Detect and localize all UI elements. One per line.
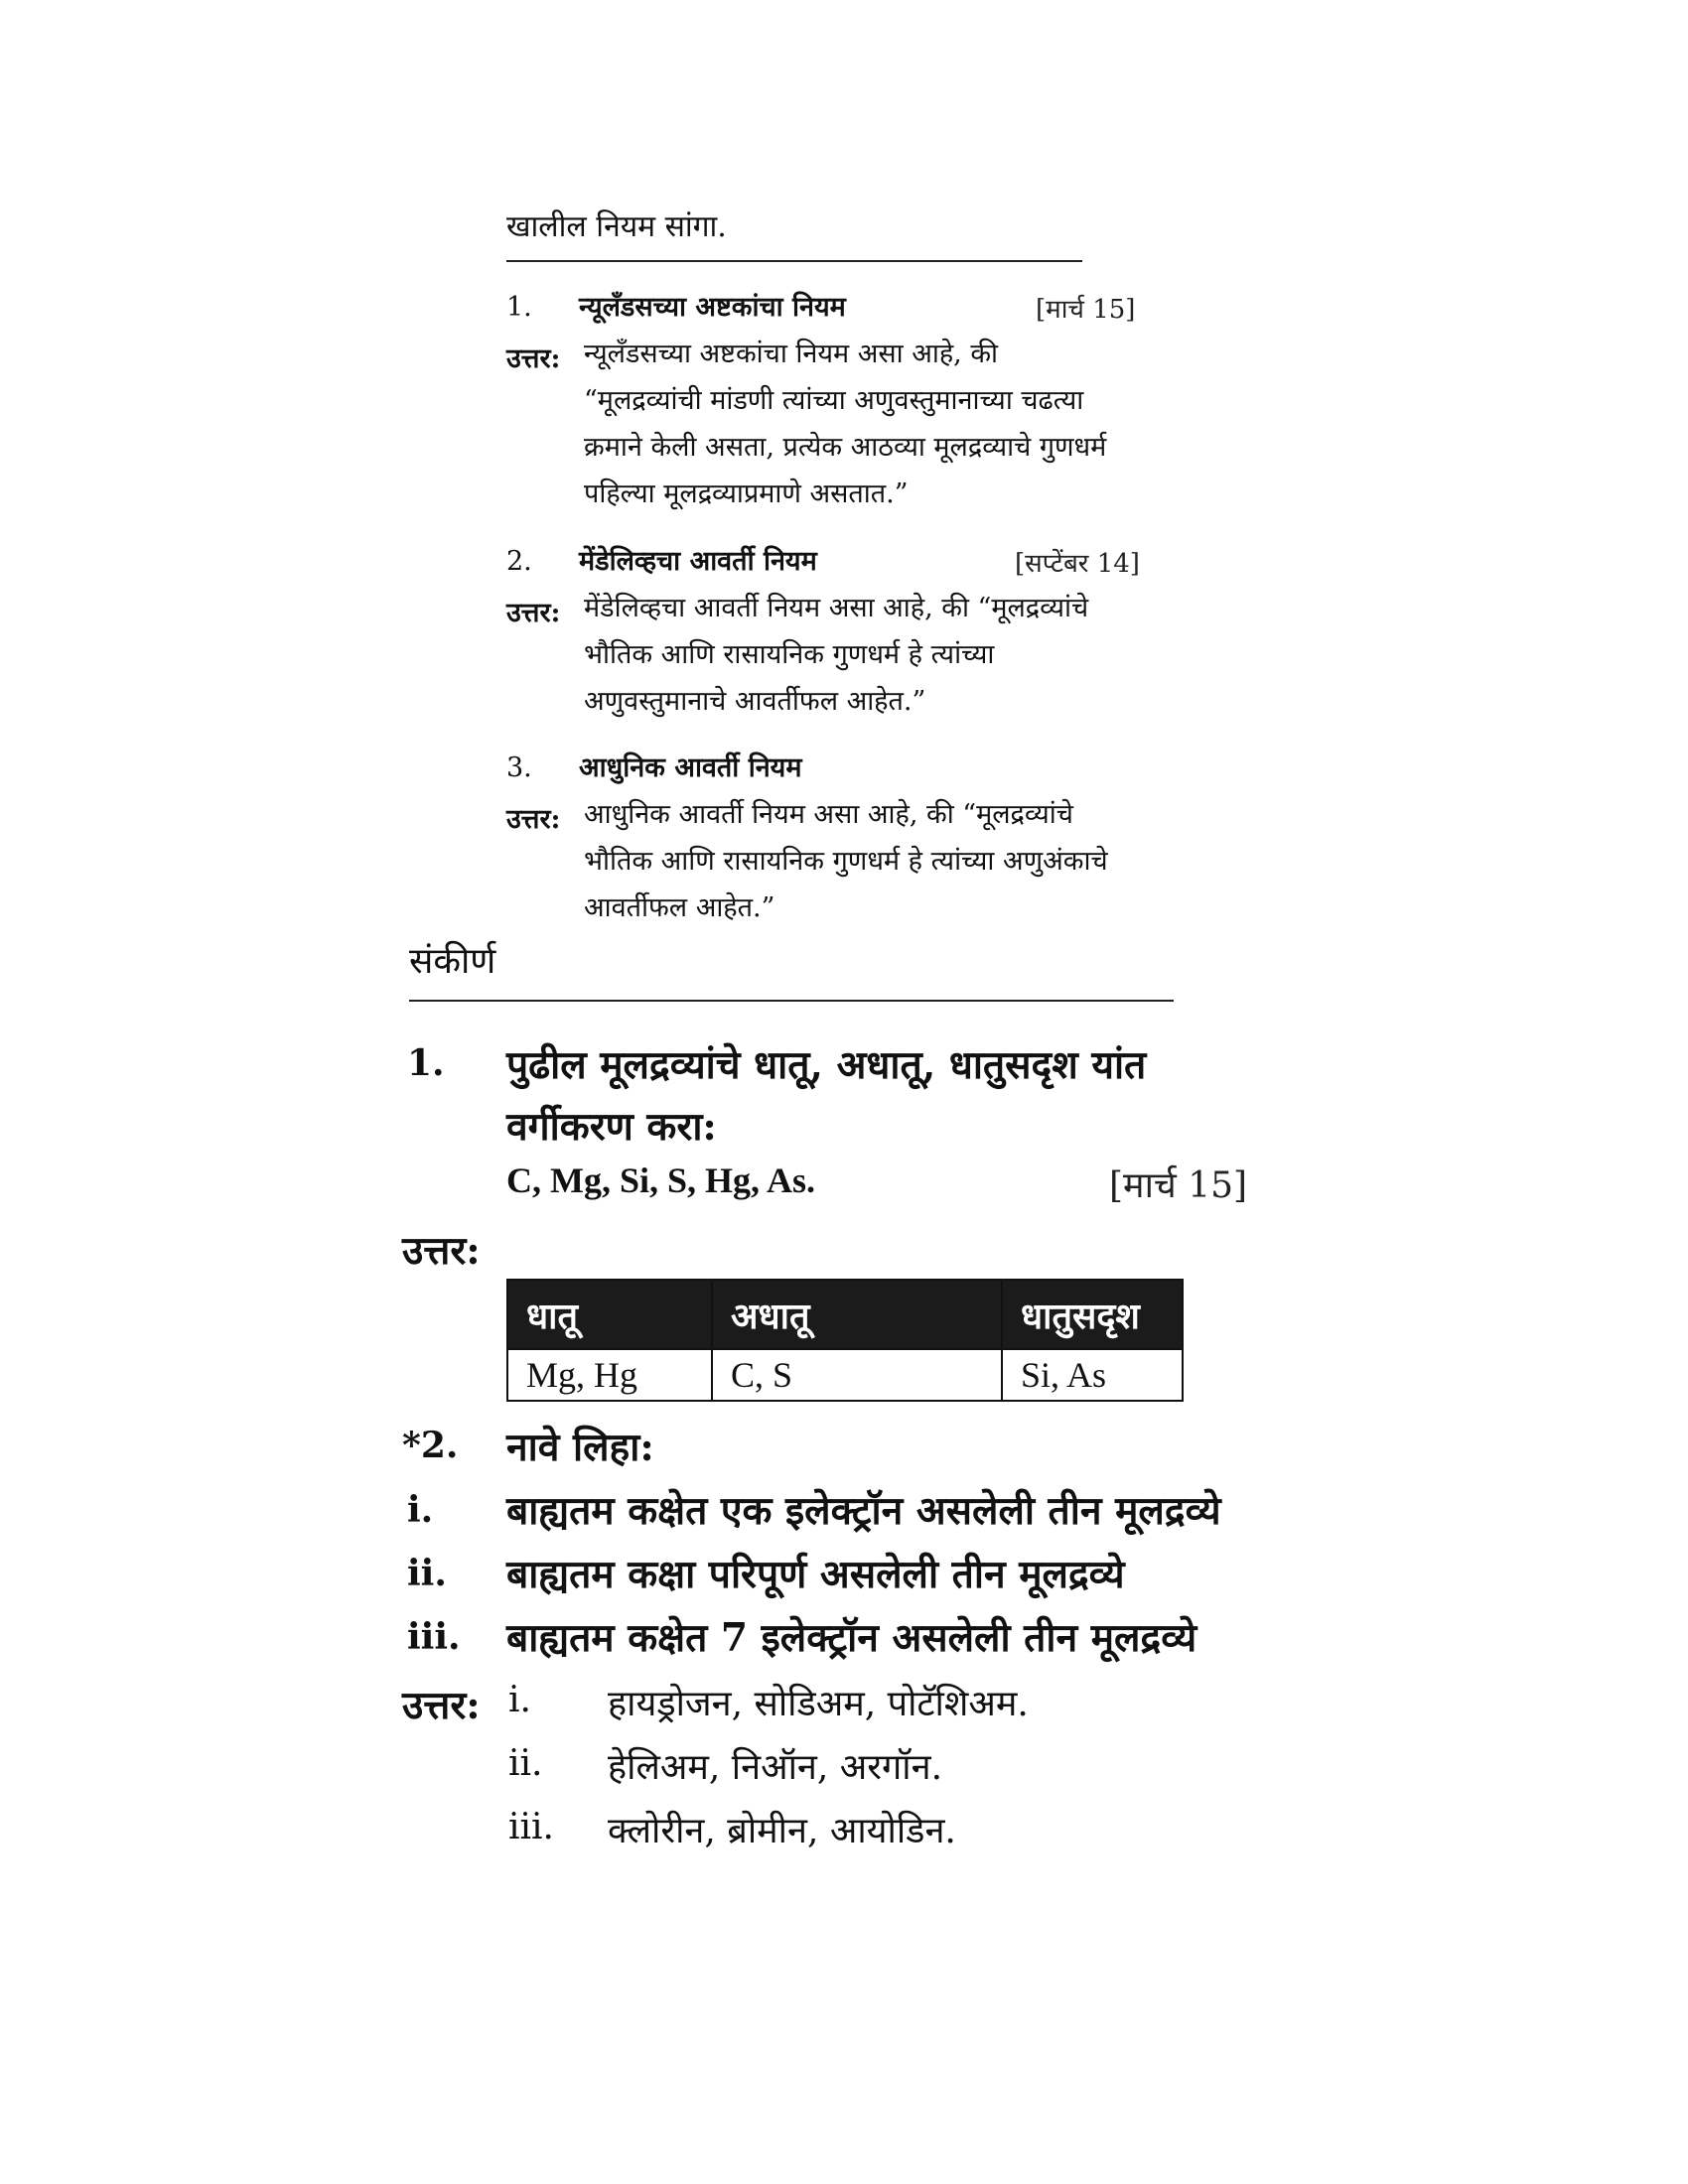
- answer-text: हायड्रोजन, सोडिअम, पोटॅशिअम.: [608, 1684, 1029, 1724]
- part-label: i.: [407, 1489, 434, 1531]
- answer-label: उत्तर:: [402, 1228, 481, 1274]
- part-text: बाह्यतम कक्षा परिपूर्ण असलेली तीन मूलद्रव्ये: [506, 1552, 1125, 1597]
- rule-number-1: 1.: [506, 292, 532, 323]
- answer-line: “मूलद्रव्यांची मांडणी त्यांच्या अणुवस्तुमानाच्या चढत्या: [584, 385, 1084, 416]
- answer-line: मेंडेलिव्हचा आवर्ती नियम असा आहे, की “मूलद्रव्यांचे: [584, 593, 1089, 623]
- section-divider: [506, 260, 1082, 262]
- answer-line: पहिल्या मूलद्रव्याप्रमाणे असतात.”: [584, 478, 909, 509]
- section-divider: [409, 1000, 1174, 1002]
- section-heading-rules: खालील नियम सांगा.: [506, 209, 727, 244]
- header-nonmetals: अधातू: [712, 1280, 1002, 1349]
- section-heading-misc: संकीर्ण: [409, 941, 496, 982]
- answer-text: [584, 331, 1150, 517]
- part-label: ii.: [407, 1553, 447, 1594]
- answer-text: [584, 791, 1150, 931]
- answer-label: उत्तर:: [402, 1683, 481, 1728]
- question-line: पुढील मूलद्रव्यांचे धातू, अधातू, धातुसदृश यांत: [506, 1042, 1147, 1088]
- element-list: C, Mg, Si, S, Hg, As.: [506, 1160, 816, 1200]
- answer-text: हेलिअम, निऑन, अरगॉन.: [608, 1747, 943, 1788]
- answer-line: भौतिक आणि रासायनिक गुणधर्म हे त्यांच्या: [584, 639, 995, 670]
- answer-text: क्लोरीन, ब्रोमीन, आयोडिन.: [608, 1811, 956, 1851]
- classification-table: [506, 1279, 1184, 1402]
- rule-title-newlands: न्यूलँडसच्या अष्टकांचा नियम: [579, 292, 846, 323]
- answer-part-label: i.: [508, 1680, 531, 1720]
- rule-title-mendeleev: मेंडेलिव्हचा आवर्ती नियम: [579, 546, 817, 577]
- rule-number-3: 3.: [506, 752, 532, 783]
- part-label: iii.: [407, 1616, 461, 1658]
- answer-part-label: iii.: [508, 1807, 554, 1847]
- header-metals: धातू: [507, 1280, 712, 1349]
- rule-number-2: 2.: [506, 546, 532, 577]
- answer-part-label: ii.: [508, 1743, 543, 1784]
- question-number-1: 1.: [407, 1042, 445, 1084]
- answer-line: क्रमाने केली असता, प्रत्येक आठव्या मूलद्रव्याचे गुणधर्म: [584, 432, 1107, 463]
- answer-label: उत्तर:: [506, 343, 561, 374]
- answer-line: आवर्तीफल आहेत.”: [584, 892, 775, 923]
- exam-date: [मार्च 15]: [1036, 295, 1136, 325]
- answer-label: उत्तर:: [506, 598, 561, 628]
- answer-line: आधुनिक आवर्ती नियम असा आहे, की “मूलद्रव्यांचे: [584, 799, 1073, 830]
- question-text: [506, 1034, 1251, 1158]
- question-title: नावे लिहा:: [506, 1425, 654, 1470]
- header-metalloids: धातुसदृश: [1002, 1280, 1183, 1349]
- question-number-2: *2.: [402, 1425, 459, 1466]
- answer-label: उत्तर:: [506, 804, 561, 835]
- part-text: बाह्यतम कक्षेत एक इलेक्ट्रॉन असलेली तीन मूलद्रव्ये: [506, 1488, 1221, 1534]
- table-header-row: [507, 1280, 1183, 1349]
- answer-line: न्यूलँडसच्या अष्टकांचा नियम असा आहे, की: [584, 339, 999, 369]
- question-line: वर्गीकरण करा:: [506, 1104, 717, 1150]
- answer-line: अणुवस्तुमानाचे आवर्तीफल आहेत.”: [584, 686, 926, 717]
- answer-line: भौतिक आणि रासायनिक गुणधर्म हे त्यांच्या अणुअंकाचे: [584, 846, 1108, 877]
- exam-date: [मार्च 15]: [1109, 1165, 1248, 1206]
- cell-metalloids: Si, As: [1002, 1349, 1183, 1401]
- part-text: बाह्यतम कक्षेत 7 इलेक्ट्रॉन असलेली तीन मूलद्रव्ये: [506, 1615, 1197, 1661]
- cell-nonmetals: C, S: [712, 1349, 1002, 1401]
- table-row: [507, 1349, 1183, 1401]
- answer-text: [584, 585, 1150, 725]
- rule-title-modern: आधुनिक आवर्ती नियम: [579, 752, 802, 783]
- cell-metals: Mg, Hg: [507, 1349, 712, 1401]
- exam-date: [सप्टेंबर 14]: [1015, 549, 1140, 579]
